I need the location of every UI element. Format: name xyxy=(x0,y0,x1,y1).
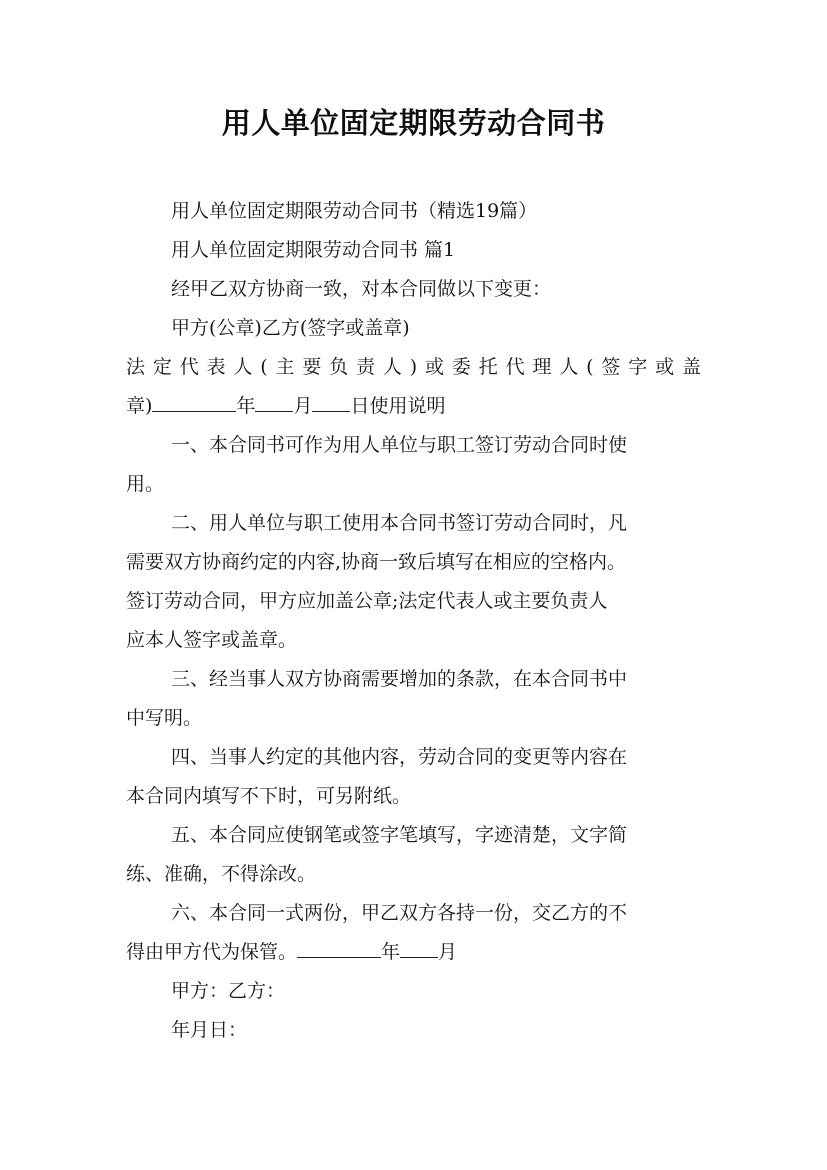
blank-field xyxy=(400,957,438,958)
blank-field xyxy=(255,411,293,412)
text-span: 月 xyxy=(438,941,458,963)
list-item-line: 五、本合同应使钢笔或签字笔填写，字迹清楚，文字简 xyxy=(171,824,628,846)
list-item-line: 三、经当事人双方协商需要增加的条款，在本合同书中 xyxy=(171,668,628,690)
list-item-line: 本合同内填写不下时，可另附纸。 xyxy=(126,785,412,807)
text-span: 年 xyxy=(381,941,401,963)
list-item-line: 一、本合同书可作为用人单位与职工签订劳动合同时使 xyxy=(171,434,628,456)
text-span: 年 xyxy=(236,395,256,417)
document-subtitle: 用人单位固定期限劳动合同书（精选19篇） xyxy=(171,200,538,222)
list-item-line: 签订劳动合同，甲方应加盖公章;法定代表人或主要负责人 xyxy=(126,590,608,612)
list-item-line: 四、当事人约定的其他内容，劳动合同的变更等内容在 xyxy=(171,746,628,768)
date-line: 年月日： xyxy=(171,1019,248,1041)
document-title: 用人单位固定期限劳动合同书 xyxy=(221,106,606,140)
text-span: 月 xyxy=(293,395,313,417)
text-span: 得由甲方代为保管。 xyxy=(126,941,298,963)
paragraph: 甲方(公章)乙方(签字或盖章) xyxy=(171,317,410,339)
list-item-line: 二、用人单位与职工使用本合同书签订劳动合同时，凡 xyxy=(171,512,628,534)
blank-field xyxy=(297,957,381,958)
list-item-line: 用。 xyxy=(126,473,165,495)
text-span: 章) xyxy=(126,395,153,417)
list-item-line: 六、本合同一式两份，甲乙双方各持一份，交乙方的不 xyxy=(171,902,628,924)
list-item-line: 需要双方协商约定的内容,协商一致后填写在相应的空格内。 xyxy=(126,551,627,573)
list-item-line: 中写明。 xyxy=(126,707,203,729)
signature-line: 甲方：乙方： xyxy=(171,980,286,1002)
blank-field xyxy=(152,411,236,412)
text-span: 日使用说明 xyxy=(350,395,446,417)
paragraph-line xyxy=(126,393,445,419)
section-heading: 用人单位固定期限劳动合同书 篇1 xyxy=(171,239,456,261)
list-item-line xyxy=(126,939,457,965)
list-item-line: 应本人签字或盖章。 xyxy=(126,629,298,651)
list-item-line: 练、准确，不得涂改。 xyxy=(126,863,317,885)
paragraph-line: 法定代表人(主要负责人)或委托代理人(签字或盖 xyxy=(126,356,701,378)
paragraph: 经甲乙双方协商一致，对本合同做以下变更： xyxy=(171,278,552,300)
blank-field xyxy=(312,411,350,412)
